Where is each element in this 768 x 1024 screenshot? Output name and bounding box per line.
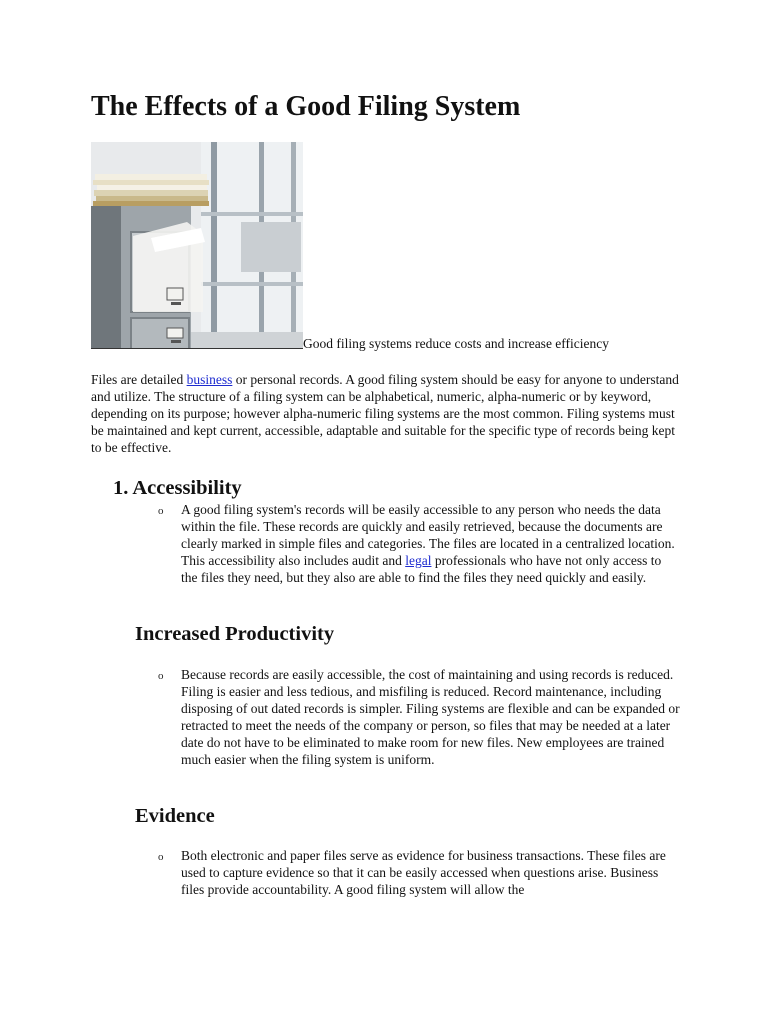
filing-cabinet-image bbox=[91, 142, 303, 349]
bullet-marker: o bbox=[158, 670, 164, 682]
legal-link[interactable]: legal bbox=[405, 553, 432, 568]
accessibility-text-rest: professionals who have not only access to the files they need, but they also are able to find the files they need quickly and easily. bbox=[181, 553, 662, 585]
accessibility-text-start: A good filing system's records will be easily accessible to any person who needs the data within the file. These records are quickly and easily retrieved, because the documents are clearly marked in simple files and categories. The files are located in a centralized location. This accessibility also includes audit and bbox=[181, 502, 675, 568]
intro-paragraph bbox=[91, 371, 681, 456]
intro-text-rest: or personal records. A good filing system should be easy for anyone to understand and utilize. The structure of a filing system can be alphabetical, numeric, alpha-numeric or by keyword, depending on its purpose; however alpha-numeric filing systems are the most common. Filing systems must be maintained and kept current, accessible, adaptable and suitable for the specific type of records being kept to be effective. bbox=[91, 372, 679, 455]
image-caption: Good filing systems reduce costs and increase efficiency bbox=[303, 336, 610, 351]
intro-text-start: Files are detailed bbox=[91, 372, 187, 387]
business-link[interactable]: business bbox=[186, 372, 233, 387]
heading-accessibility: 1. Accessibility bbox=[113, 477, 242, 499]
evidence-paragraph: Both electronic and paper files serve as evidence for business transactions. These files are used to capture evidence so that it can be easily accessed when questions arise. Business files provide accountability. A good filing system will allow the bbox=[181, 848, 666, 897]
heading-increased-productivity: Increased Productivity bbox=[135, 623, 335, 645]
accessibility-paragraph bbox=[181, 501, 681, 586]
productivity-paragraph: Because records are easily accessible, the cost of maintaining and using records is reduced. Filing is easier and less tedious, and misfiling is reduced. Record maintenance, including disposing of out dated records is simpler. Filing systems are flexible and can be expanded or retracted to meet the needs of the company or person, so files that may be needed at a later date do not have to be eliminated to make room for new files. New employees are trained much easier when the filing system is uniform. bbox=[181, 667, 680, 767]
filing-cabinet-photo bbox=[91, 142, 303, 349]
page-title: The Effects of a Good Filing System bbox=[91, 91, 521, 122]
bullet-marker: o bbox=[158, 505, 164, 517]
bullet-marker: o bbox=[158, 851, 164, 863]
heading-evidence: Evidence bbox=[135, 805, 215, 827]
